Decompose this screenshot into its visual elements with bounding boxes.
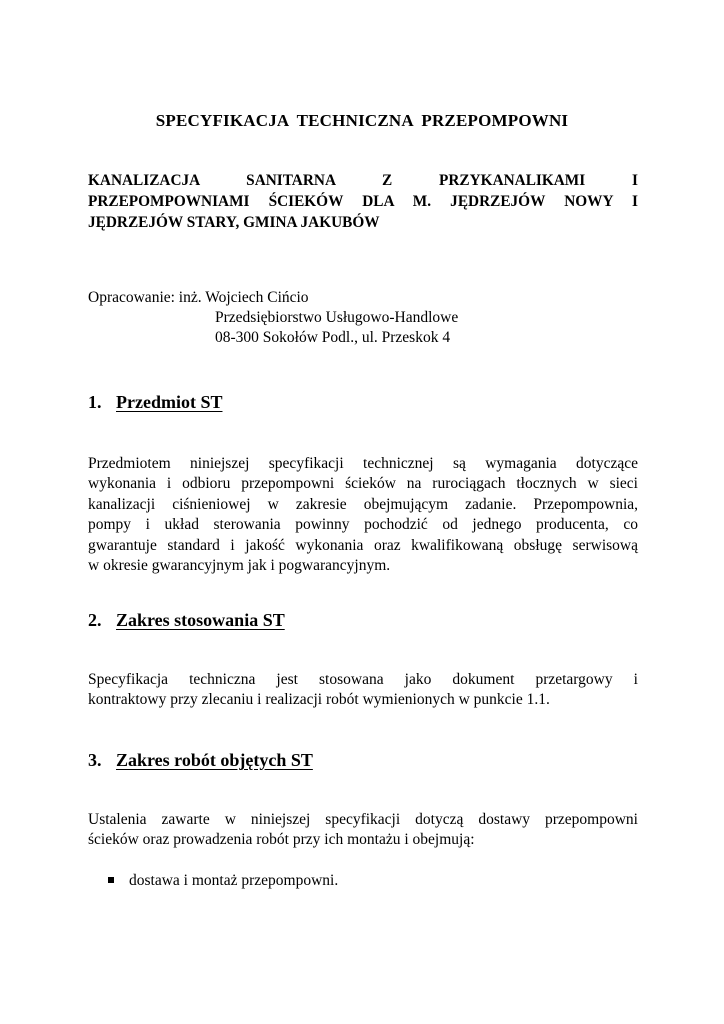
paragraph-line: ścieków oraz prowadzenia robót przy ich montażu i obejmują: (88, 831, 475, 849)
author-address: 08-300 Sokołów Podl., ul. Przeskok 4 (215, 329, 451, 346)
paragraph-line: kanalizacji ciśnieniowej w zakresie obejmującym zadanie. Przepompownia, (88, 495, 638, 513)
paragraph-line: gwarantuje standard i jakość wykonania oraz kwalifikowaną obsługę serwisową (88, 536, 638, 554)
paragraph-line: pompy i układ sterowania powinny pochodzić od jednego producenta, co (88, 516, 638, 534)
subtitle-line: KANALIZACJA SANITARNA Z PRZYKANALIKAMI I (88, 172, 638, 189)
paragraph-line: Przedmiotem niniejszej specyfikacji technicznej są wymagania dotyczące (88, 455, 638, 472)
section-heading-3 (88, 750, 313, 771)
section-title: Zakres stosowania ST (116, 610, 285, 630)
bullet-list (108, 872, 338, 890)
section-number: 2. (88, 610, 102, 630)
paragraph-line: wykonania i odbioru przepompowni ścieków na rurociągach tłocznych w sieci (88, 475, 638, 493)
list-item-text: dostawa i montaż przepompowni. (129, 872, 339, 889)
paragraph-line: Ustalenia zawarte w niniejszej specyfikacji dotyczą dostawy przepompowni (88, 811, 638, 828)
section-1-paragraph (88, 454, 638, 576)
paragraph-line: Specyfikacja techniczna jest stosowana jako dokument przetargowy i (88, 671, 638, 688)
square-bullet-icon (108, 877, 114, 883)
subtitle-line: PRZEPOMPOWNIAMI ŚCIEKÓW DLA M. JĘDRZEJÓW NOWY I (88, 193, 638, 210)
section-3-paragraph (88, 810, 638, 851)
document-title: SPECYFIKACJA TECHNICZNA PRZEPOMPOWNI (155, 111, 569, 130)
section-number: 1. (88, 392, 102, 412)
list-item (108, 872, 338, 890)
subtitle-line: JĘDRZEJÓW STARY, GMINA JAKUBÓW (88, 214, 380, 231)
author-company: Przedsiębiorstwo Usługowo-Handlowe (215, 309, 459, 326)
paragraph-line: kontraktowy przy zlecaniu i realizacji robót wymienionych w punkcie 1.1. (88, 691, 550, 709)
section-title: Przedmiot ST (116, 392, 223, 412)
section-title: Zakres robót objętych ST (116, 750, 313, 770)
section-heading-1 (88, 392, 222, 413)
paragraph-line: w okresie gwarancyjnym jak i pogwarancyjnym. (88, 557, 391, 575)
document-subtitle (88, 170, 638, 233)
section-number: 3. (88, 750, 102, 770)
author-block (88, 288, 458, 348)
section-2-paragraph (88, 670, 638, 711)
section-heading-2 (88, 610, 285, 631)
author-name: Opracowanie: inż. Wojciech Cińcio (88, 289, 309, 306)
